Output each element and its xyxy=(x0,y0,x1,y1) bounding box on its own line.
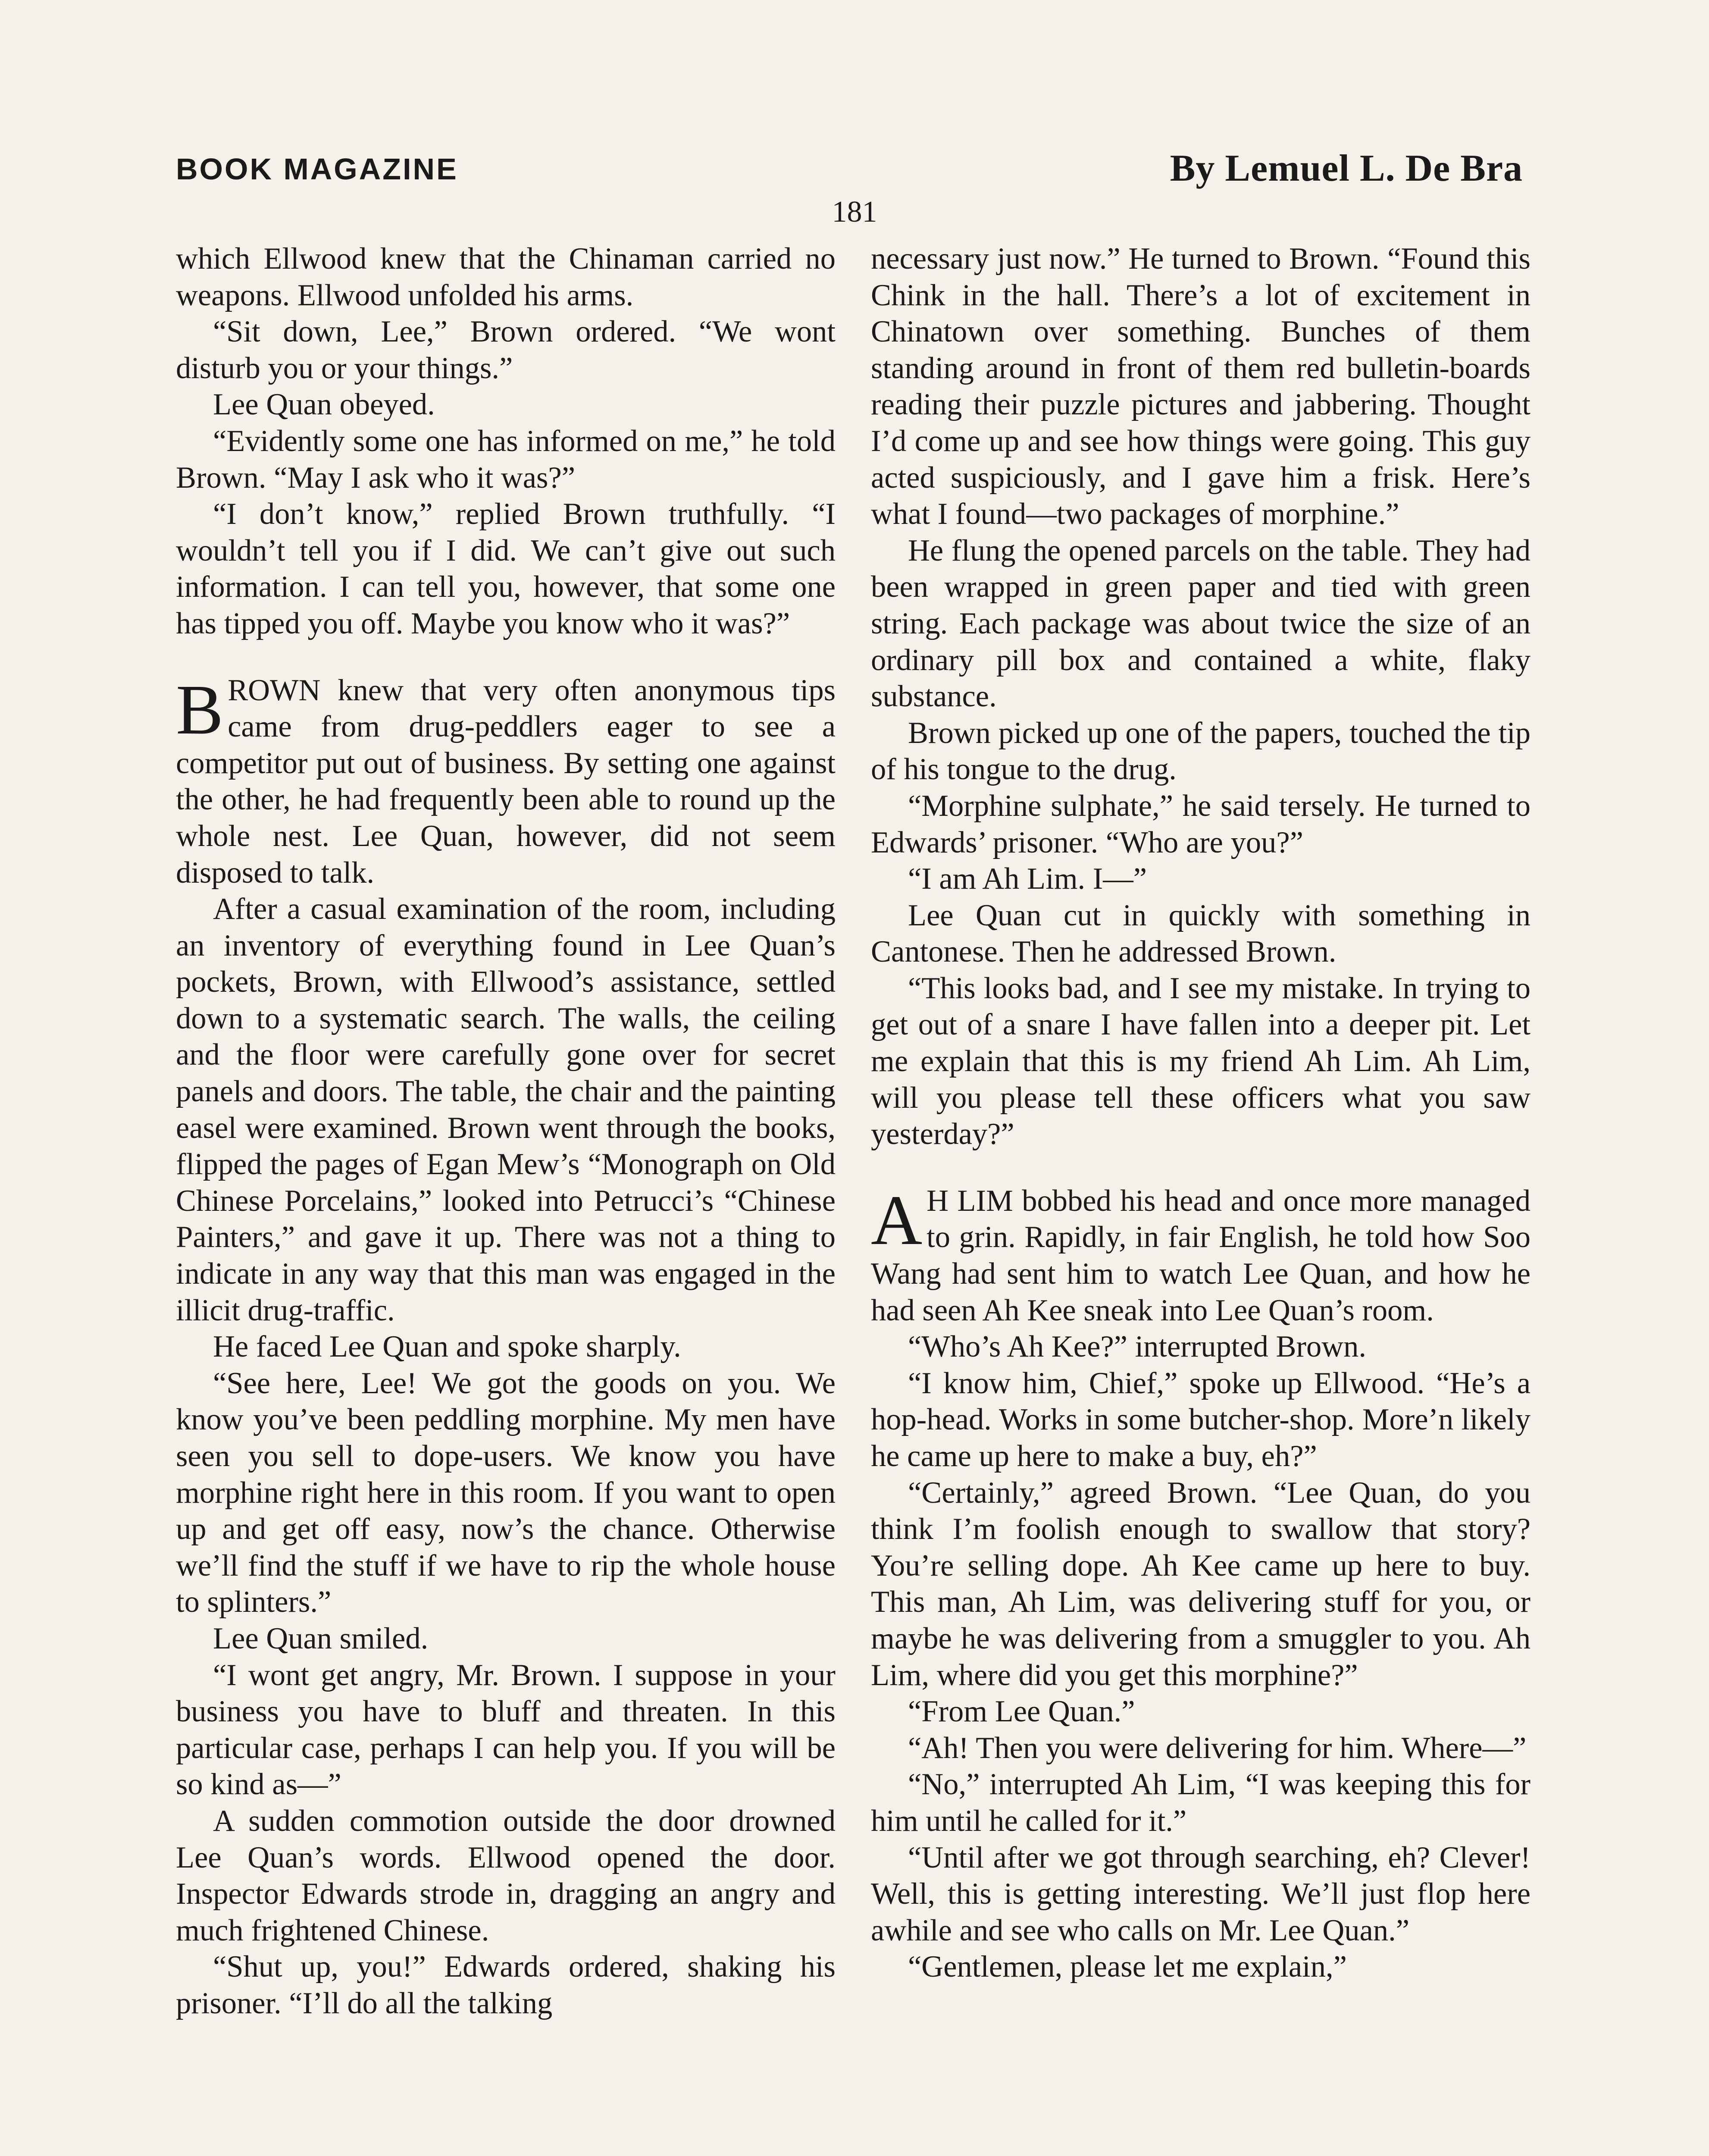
paragraph: “This looks bad, and I see my mistake. In trying to get out of a snare I have fallen into a deeper pit. Let me explain that this is my friend Ah Lim. Ah Lim, will you please tell these officers what you saw yesterday?” xyxy=(871,971,1531,1151)
paragraph: Brown picked up one of the papers, touched the tip of his tongue to the drug. xyxy=(871,716,1531,787)
page-number: 181 xyxy=(832,195,877,229)
paragraph: He faced Lee Quan and spoke sharply. xyxy=(213,1330,681,1364)
paragraph: “Ah! Then you were delivering for him. Where—” xyxy=(908,1731,1527,1765)
paragraph: “Evidently some one has informed on me,” he told Brown. “May I ask who it was?” xyxy=(176,424,836,495)
paragraph: “I wont get angry, Mr. Brown. I suppose in your business you have to bluff and threaten. In this particular case, perhaps I can help you. If you will be so kind as—” xyxy=(176,1658,836,1802)
paragraph: “No,” interrupted Ah Lim, “I was keeping this for him until he called for it.” xyxy=(871,1767,1531,1838)
paragraph: “I am Ah Lim. I—” xyxy=(908,862,1147,896)
paragraph: “Gentlemen, please let me explain,” xyxy=(908,1950,1347,1984)
paragraph: necessary just now.” He turned to Brown. “Found this Chink in the hall. There’s a lot of excitement in Chinatown over something. Bunches of them standing around in front of them red bulletin-boards reading their puzzle pictures and jabbering. Thought I’d come up and see how things were going. This guy acted suspiciously, and I gave him a frisk. Here’s what I found—two packages of morphine.” xyxy=(871,242,1531,531)
paragraph: “See here, Lee! We got the goods on you. We know you’ve been peddling morphine. My men have seen you sell to dope-users. We know you have morphine right here in this room. If you want to open up and get off easy, now’s the chance. Otherwise we’ll find the stuff if we have to rip the whole house to splinters.” xyxy=(176,1366,836,1619)
paragraph: “Sit down, Lee,” Brown ordered. “We wont disturb you or your things.” xyxy=(176,315,836,385)
paragraph: “Shut up, you!” Edwards ordered, shaking his prisoner. “I’ll do all the talking xyxy=(176,1950,836,2020)
paragraph-text: bobbed his head and once more managed to grin. Rapidly, in fair English, he told how Soo Wang had sent him to watch Lee Quan, and how he had seen Ah Kee sneak into Lee Quan’s room. xyxy=(871,1184,1531,1327)
small-caps-lead: ROWN xyxy=(228,673,321,707)
paragraph: A sudden commotion outside the door drowned Lee Quan’s words. Ellwood opened the door. Inspector Edwards strode in, dragging an angry and much frightened Chinese. xyxy=(176,1804,836,1947)
paragraph: “From Lee Quan.” xyxy=(908,1695,1135,1729)
paragraph-text: knew that very often anonymous tips came from drug-peddlers eager to see a competitor put out of business. By setting one against the other, he had frequently been able to round up the whole nest. Lee Quan, however, did not seem disposed to talk. xyxy=(176,673,836,890)
running-head-magazine: BOOK MAGAZINE xyxy=(176,152,458,186)
paragraph: “Certainly,” agreed Brown. “Lee Quan, do you think I’m foolish enough to swallow that story? You’re selling dope. Ah Kee came up here to buy. This man, Ah Lim, was delivering stuff for you, or maybe he was delivering from a smuggler to you. Ah Lim, where did you get this morphine?” xyxy=(871,1476,1531,1692)
paragraph: “I don’t know,” replied Brown truthfully. “I wouldn’t tell you if I did. We can’t give out such information. I can tell you, however, that some one has tipped you off. Maybe you know who it was?” xyxy=(176,497,836,640)
left-column xyxy=(176,241,836,2022)
section-opening-paragraph xyxy=(871,1180,1531,1329)
paragraph: “Who’s Ah Kee?” interrupted Brown. xyxy=(908,1330,1367,1364)
drop-cap: B xyxy=(176,670,224,749)
paragraph: Lee Quan smiled. xyxy=(213,1621,429,1655)
paragraph: He flung the opened parcels on the table. They had been wrapped in green paper and tied with green string. Each package was about twice the size of an ordinary pill box and contained a white, flaky substance. xyxy=(871,533,1531,714)
paragraph: “Morphine sulphate,” he said tersely. He turned to Edwards’ prisoner. “Who are you?” xyxy=(871,789,1531,859)
section-opening-paragraph xyxy=(176,672,836,891)
right-column xyxy=(871,241,1531,1985)
paragraph: “Until after we got through searching, eh? Clever! Well, this is getting interesting. We’ll just flop here awhile and see who calls on Mr. Lee Quan.” xyxy=(871,1840,1531,1947)
paragraph: Lee Quan cut in quickly with something in Cantonese. Then he addressed Brown. xyxy=(871,898,1531,969)
paragraph: which Ellwood knew that the Chinaman carried no weapons. Ellwood unfolded his arms. xyxy=(176,242,836,312)
paragraph: Lee Quan obeyed. xyxy=(213,388,435,422)
small-caps-lead: H LIM xyxy=(926,1184,1013,1218)
paragraph: “I know him, Chief,” spoke up Ellwood. “He’s a hop-head. Works in some butcher-shop. More’n likely he came up here to make a buy, eh?” xyxy=(871,1366,1531,1473)
drop-cap: A xyxy=(871,1180,923,1260)
running-head-author: By Lemuel L. De Bra xyxy=(1170,147,1523,189)
paragraph: After a casual examination of the room, including an inventory of everything found in Lee Quan’s pockets, Brown, with Ellwood’s assistance, settled down to a systematic search. The walls, the ceiling and the floor were carefully gone over for secret panels and doors. The table, the chair and the painting easel were examined. Brown went through the books, flipped the pages of Egan Mew’s “Monograph on Old Chinese Porcelains,” looked into Petrucci’s “Chinese Painters,” and gave it up. There was not a thing to indicate in any way that this man was engaged in the illicit drug-traffic. xyxy=(176,892,836,1327)
